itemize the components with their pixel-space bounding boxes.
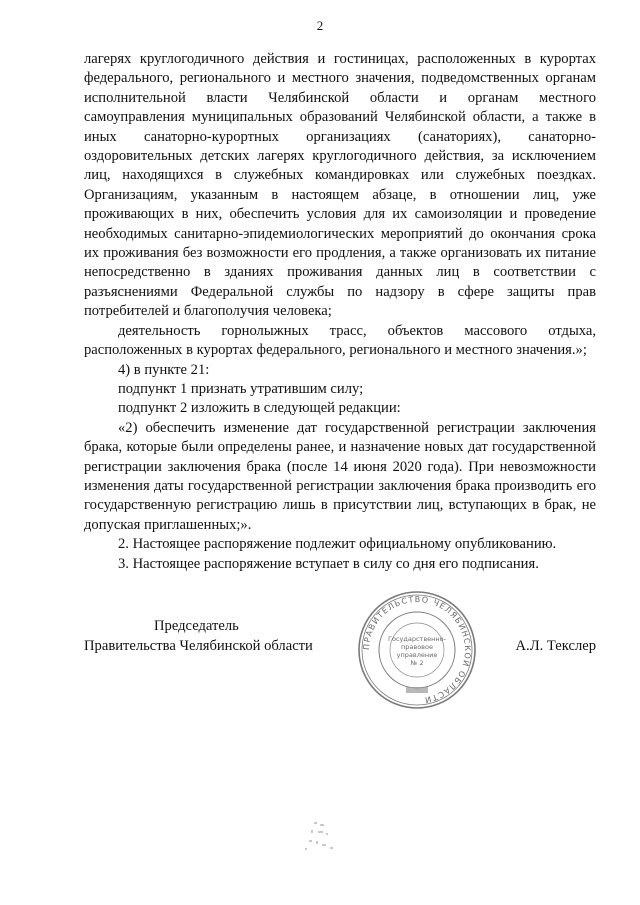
stamp-seal-icon bbox=[354, 587, 480, 713]
faint-scan-mark-icon bbox=[300, 820, 340, 854]
signatory-name: А.Л. Текслер bbox=[515, 638, 596, 654]
signatory-title: Председатель bbox=[154, 618, 239, 634]
stamp-center-line-2: правовое bbox=[401, 643, 433, 651]
page-number: 2 bbox=[316, 18, 324, 33]
signatory-organization: Правительства Челябинской области bbox=[84, 638, 313, 654]
paragraph-8: 3. Настоящее распоряжение вступает в силу со дня его подписания. bbox=[118, 555, 539, 572]
paragraph-3: 4) в пункте 21: bbox=[118, 361, 210, 378]
paragraph-5: подпункт 2 изложить в следующей редакции: bbox=[118, 400, 401, 417]
paragraph-1: лагерях круглогодичного действия и гостиницах, расположенных в курортах федерального, регионального и местного значения, подведомственных органам исполнительной власти Челябинской области и органам местного самоуправления муниципальных образований Челябинской области, а также в иных санаторно-курортных организациях (санаториях), санаторно-оздоровительных детских лагерях круглогодичного действия, за исключением лиц, находящихся в служебных командировках или служебных поездках. Организациям, указанным в настоящем абзаце, в отношении лиц, уже проживающих в них, обеспечить условия для их самоизоляции и проведение необходимых санитарно-эпидемиологических мероприятий до окончания срока их проживания без возможности его продления, а также организовать их питание непосредственно в зданиях проживания данных лиц в соответствии с разъяснениями Федеральной службы по надзору в сфере защиты прав потребителей и благополучия человека; bbox=[84, 51, 596, 320]
paragraph-4: подпункт 1 признать утратившим силу; bbox=[118, 380, 364, 397]
stamp-ring-text: ПРАВИТЕЛЬСТВО ЧЕЛЯБИНСКОЙ ОБЛАСТИ bbox=[361, 594, 473, 705]
paragraph-6: «2) обеспечить изменение дат государственной регистрации заключения брака, которые были определены ранее, и назначение новых дат государственной регистрации заключения брака (после 14 июня 2020 года). При невозможности изменения даты государственной регистрации заключения брака производить его государственную регистрацию лишь в присутствии лиц, вступающих в брак, не допуская приглашенных;». bbox=[84, 419, 596, 533]
paragraph-2: деятельность горнолыжных трасс, объектов массового отдыха, расположенных в курортах федерального, регионального и местного значения.»; bbox=[84, 322, 596, 359]
document-body bbox=[84, 50, 596, 574]
stamp-center-line-1: Государственно- bbox=[388, 635, 446, 643]
paragraph-7: 2. Настоящее распоряжение подлежит официальному опубликованию. bbox=[118, 536, 557, 553]
stamp-center-line-4: № 2 bbox=[410, 659, 424, 667]
stamp-center-line-3: управление bbox=[396, 651, 438, 659]
official-stamp bbox=[354, 587, 480, 713]
signature-block bbox=[84, 594, 596, 745]
